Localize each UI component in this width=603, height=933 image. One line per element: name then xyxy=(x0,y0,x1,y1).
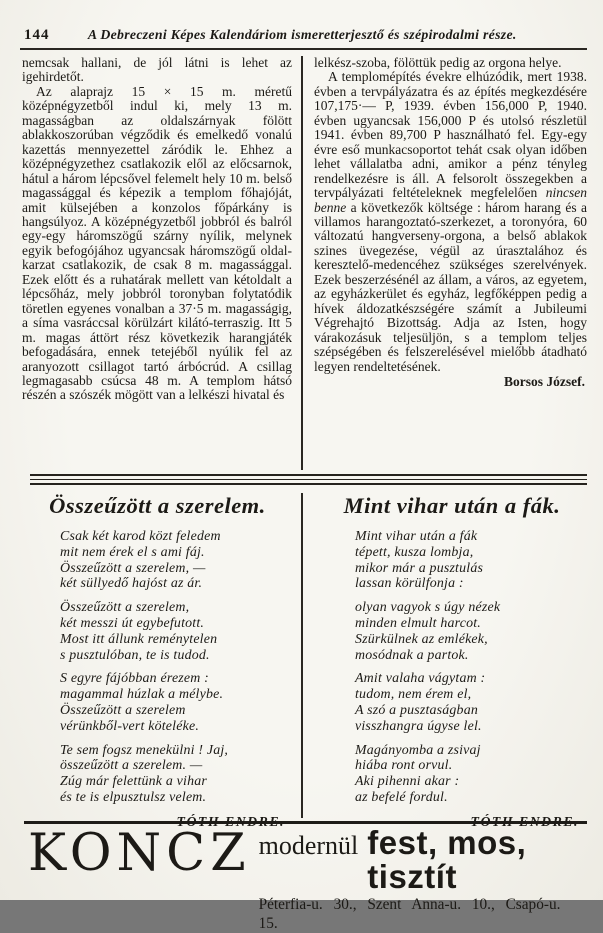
poem-stanza xyxy=(355,743,587,806)
poem-stanza xyxy=(355,600,587,663)
poem-line: minden elmult harcot. xyxy=(355,615,481,631)
ad-word-bold: fest, mos, tisztít xyxy=(367,824,527,895)
poem-stanza xyxy=(60,529,293,592)
poem-line: Most itt állunk reménytelen xyxy=(60,631,218,647)
poem-line: Csak két karod közt feledem xyxy=(60,529,221,544)
poem-stanza xyxy=(355,671,587,734)
poem-left xyxy=(22,493,303,829)
poem-line: Szürkülnek az emlékek, xyxy=(355,631,488,647)
poems-section xyxy=(22,485,587,829)
poem-stanza xyxy=(60,600,293,663)
poem-line: s pusztulóban, te is tudod. xyxy=(60,647,210,663)
poem-stanzas xyxy=(317,529,587,806)
advertisement xyxy=(24,821,587,933)
poem-author: TÓTH ENDRE. xyxy=(176,813,285,829)
ad-word-regular: modernül xyxy=(258,831,359,860)
article-paragraph: nemcsak hallani, de jól látni is lehet az igehirdetőt. xyxy=(22,55,292,85)
poem-stanza xyxy=(60,743,293,806)
poem-line: visszhangra úgyse lel. xyxy=(355,718,482,734)
page-header xyxy=(20,0,587,50)
italic-emphasis: nincsen benne xyxy=(314,185,587,215)
poem-line: és te is elpusztulsz velem. xyxy=(60,789,207,805)
poem-title: Mint vihar után a fák. xyxy=(343,493,561,518)
poem-line: mosódnak a partok. xyxy=(355,647,469,663)
poem-line: mikor már a pusztulás xyxy=(355,560,484,576)
paragraph-text: a következők költsége : három harang és a villamos harangoztató-szerkezet, a toronyóra, 60 változatú hangverseny-orgona, a belső ablakok szines üvegezése, végül az úrasztalához és keresztelő-medencéhez szükséges szerelvények. Ezek beszerzésénél az állam, a város, az egyetem, az egyházkerület és egyház, legfőképpen pedig a hívek áldozatkészségére számít a Jubileumi Végrehajtó Bizottság. Adja az Isten, hogy várakozásuk teljesüljön, s a templom teljes szépségében és felszerelésével mielőbb átadható legyen rendeltetésének. xyxy=(314,199,587,374)
page-number: 144 xyxy=(24,27,50,43)
poem-line: vérünkből-vert köteléke. xyxy=(60,718,199,734)
poem-line: Mint vihar után a fák xyxy=(355,529,478,544)
poem-author: TÓTH ENDRE. xyxy=(470,813,579,829)
poem-stanza xyxy=(60,671,293,734)
poem-line: Amit valaha vágytam : xyxy=(355,671,486,687)
header-title: A Debreczeni Képes Kalendáriom ismeretterjesztő és szépirodalmi része. xyxy=(87,27,517,42)
poem-line: Te sem fogsz menekülni ! Jaj, xyxy=(60,742,229,758)
article-section xyxy=(22,50,587,470)
poem-line: A szó a pusztaságban xyxy=(355,702,478,718)
poem-stanza xyxy=(355,529,587,592)
poem-line: Aki pihenni akar : xyxy=(355,774,460,790)
poem-line: hiába ront orvul. xyxy=(355,758,453,774)
article-paragraph: Az alaprajz 15 × 15 m. méretű középnégyzetből indul ki, mely 13 m. magasságban az oldalszárnyak fölött ablakkoszorúban végződik és emelkedő vonalú kazettás mennyezettel záródik le. Ehhez a középnégyzethez csatlakozik elől az előcsarnok, hátul a három lépcsővel felemelt hely 10 m. belső magassággal és képezik a templom főhajóját, amit külsejében a konzolos főpárkány is hangsúlyoz. A középnégyzetből jobbról és balról egy-egy háromszögű szárny nyílik, melynek egyik befogójához ugyancsak háromszögű oldal-karzat csatlakozik, de csak 8 m. magassággal. Ezek előtt és a ruhatárak mellett van kétoldalt a lépcsőház, mely jobbról toronyban folytatódik töretlen egyenes vonalban a 37·5 m. magasságig, a síma vasráccsal körülzárt kilátó-terraszig. Itt 5 m. magas áttört rész következik harangjáték befogadására, ennek tetejéből nyúlik fel az aranyozott csillagot tartó árbócrúd. A csillag legmagasabb csúcsa 48 m. A templom hátsó részén a szószék mögött van a lelkészi hivatal és xyxy=(22,83,292,403)
poem-line: olyan vagyok s úgy nézek xyxy=(355,600,501,616)
poem-line: tudom, nem érem el, xyxy=(355,687,472,703)
poem-line: Zúg már felettünk a vihar xyxy=(60,774,207,790)
poem-line: Összeűzött a szerelem, xyxy=(60,600,190,616)
paragraph-text: A templomépítés évekre elhúzódik, mert 1938. évben a tervpályázatra és az építés megkezdésére 107,175·— P, 1939. évben 156,000 P, 1940. évben ugyancsak 156,000 P és utolsó részletül 1941. évben 89,700 P használható fel. Egy-egy évre eső munkacsoportot tehát csak olyan időben lehet vállalatba adni, amikor a pénz tényleg rendelkezésre is áll. A felsorolt összegekben a tervpályázati feltételeknek megfelelően xyxy=(314,69,587,201)
section-divider xyxy=(30,474,587,485)
poem-line: Magányomba a zsivaj xyxy=(355,742,481,758)
poem-line: Összeűzött a szerelem, — xyxy=(60,560,206,576)
poem-line: az befelé fordul. xyxy=(355,789,448,805)
poem-line: S egyre fájóbban érezem : xyxy=(60,671,210,687)
poem-line: lassan körülfonja : xyxy=(355,576,464,592)
article-column-left xyxy=(22,56,303,470)
poem-right xyxy=(303,493,587,829)
poem-line: Összeűzött a szerelem xyxy=(60,702,186,718)
poem-line: magammal húzlak a mélybe. xyxy=(60,687,224,703)
poem-stanzas xyxy=(22,529,293,806)
ad-tagline xyxy=(259,826,587,894)
article-column-right xyxy=(303,56,587,470)
poem-line: két süllyedő hajóst az ár. xyxy=(60,576,203,592)
poem-line: összeűzött a szerelem. — xyxy=(60,758,203,774)
article-paragraph: lelkész-szoba, fölöttük pedig az orgona helye. xyxy=(314,55,562,70)
poem-line: mit nem érek el s ami fáj. xyxy=(60,544,205,560)
poem-line: két messzi út egybefutott. xyxy=(60,615,205,631)
article-paragraph xyxy=(314,70,587,374)
ad-brand-name: KONCZ xyxy=(28,824,251,883)
poem-title: Összeűzött a szerelem. xyxy=(49,493,266,518)
ad-addresses: Péterfia-u. 30., Szent Anna-u. 10., Csapó-u. 15. xyxy=(258,896,561,932)
ad-text-block xyxy=(259,825,587,933)
article-signature: Borsos József. xyxy=(504,373,585,389)
divider-middle-line xyxy=(30,479,587,480)
poem-line: tépett, kusza lombja, xyxy=(355,544,474,560)
